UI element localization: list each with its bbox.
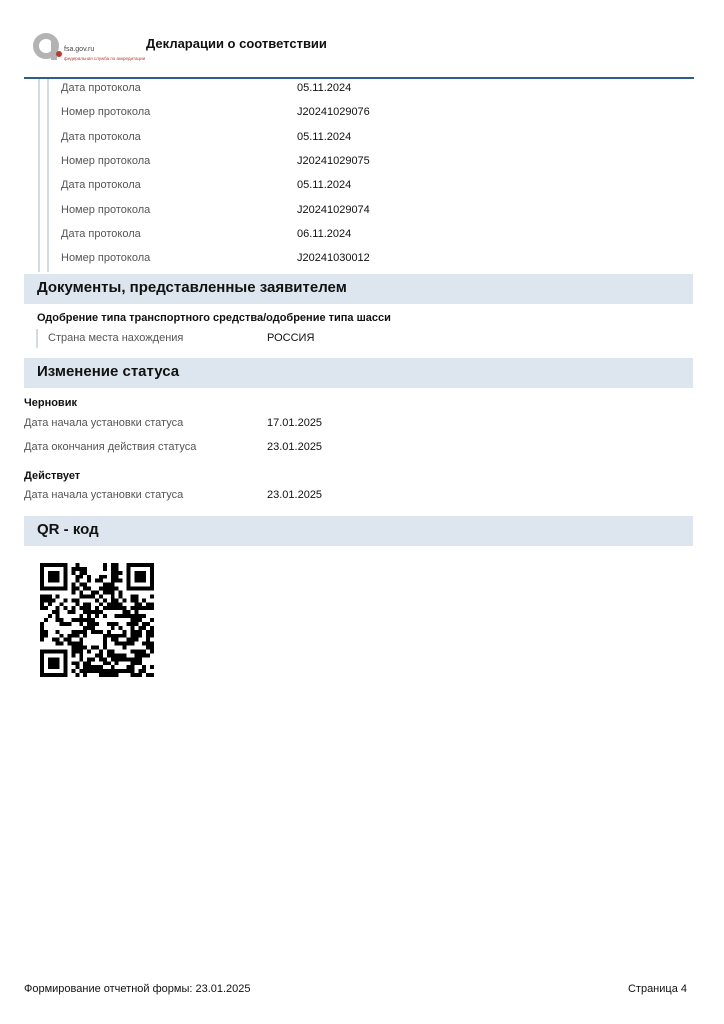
protocol-number-label: Номер протокола — [61, 155, 151, 167]
protocol-date-label: Дата протокола — [61, 179, 141, 191]
report-generated-date: Формирование отчетной формы: 23.01.2025 — [24, 983, 251, 995]
country-value: РОССИЯ — [267, 332, 315, 344]
status-start-value: 17.01.2025 — [267, 417, 323, 429]
logo-subtext: федеральная служба по аккредитации — [64, 56, 146, 61]
page-number: Страница 4 — [627, 983, 687, 995]
section-title: QR - код — [37, 521, 99, 538]
documents-section-header — [24, 274, 693, 304]
country-label: Страна места нахождения — [48, 332, 184, 344]
protocol-number-value: J20241029075 — [297, 155, 370, 167]
qr-section-header — [24, 516, 693, 546]
protocol-number-value: J20241029074 — [297, 204, 370, 216]
status-end-value: 23.01.2025 — [267, 441, 323, 453]
nesting-indicator — [47, 79, 49, 272]
protocol-number-label: Номер протокола — [61, 252, 151, 264]
protocol-number-label: Номер протокола — [61, 204, 151, 216]
protocol-number-label: Номер протокола — [61, 106, 151, 118]
protocol-date-label: Дата протокола — [61, 82, 141, 94]
logo-text: fsa.gov.ru — [64, 46, 95, 53]
protocol-date-label: Дата протокола — [61, 131, 141, 143]
protocol-date-value: 05.11.2024 — [297, 82, 352, 94]
documents-subtitle: Одобрение типа транспортного средства/одобрение типа шасси — [37, 312, 391, 324]
protocol-number-value: J20241030012 — [297, 252, 370, 264]
nesting-indicator — [36, 329, 38, 348]
status-group-name: Черновик — [24, 397, 77, 409]
nesting-indicator — [38, 79, 40, 272]
header-divider — [24, 77, 694, 79]
page-title: Декларации о соответствии — [146, 36, 327, 51]
section-title: Изменение статуса — [37, 363, 180, 380]
status-start-label: Дата начала установки статуса — [24, 417, 184, 429]
protocol-date-value: 06.11.2024 — [297, 228, 352, 240]
status-group-name: Действует — [24, 470, 81, 482]
protocol-number-value: J20241029076 — [297, 106, 370, 118]
section-title: Документы, представленные заявителем — [37, 279, 347, 296]
status-section-header — [24, 358, 693, 388]
protocol-date-value: 05.11.2024 — [297, 131, 352, 143]
status-end-label: Дата окончания действия статуса — [24, 441, 197, 453]
protocol-date-label: Дата протокола — [61, 228, 141, 240]
qr-code-icon — [40, 563, 154, 677]
status-start-value: 23.01.2025 — [267, 489, 323, 501]
status-start-label: Дата начала установки статуса — [24, 489, 184, 501]
protocol-date-value: 05.11.2024 — [297, 179, 352, 191]
